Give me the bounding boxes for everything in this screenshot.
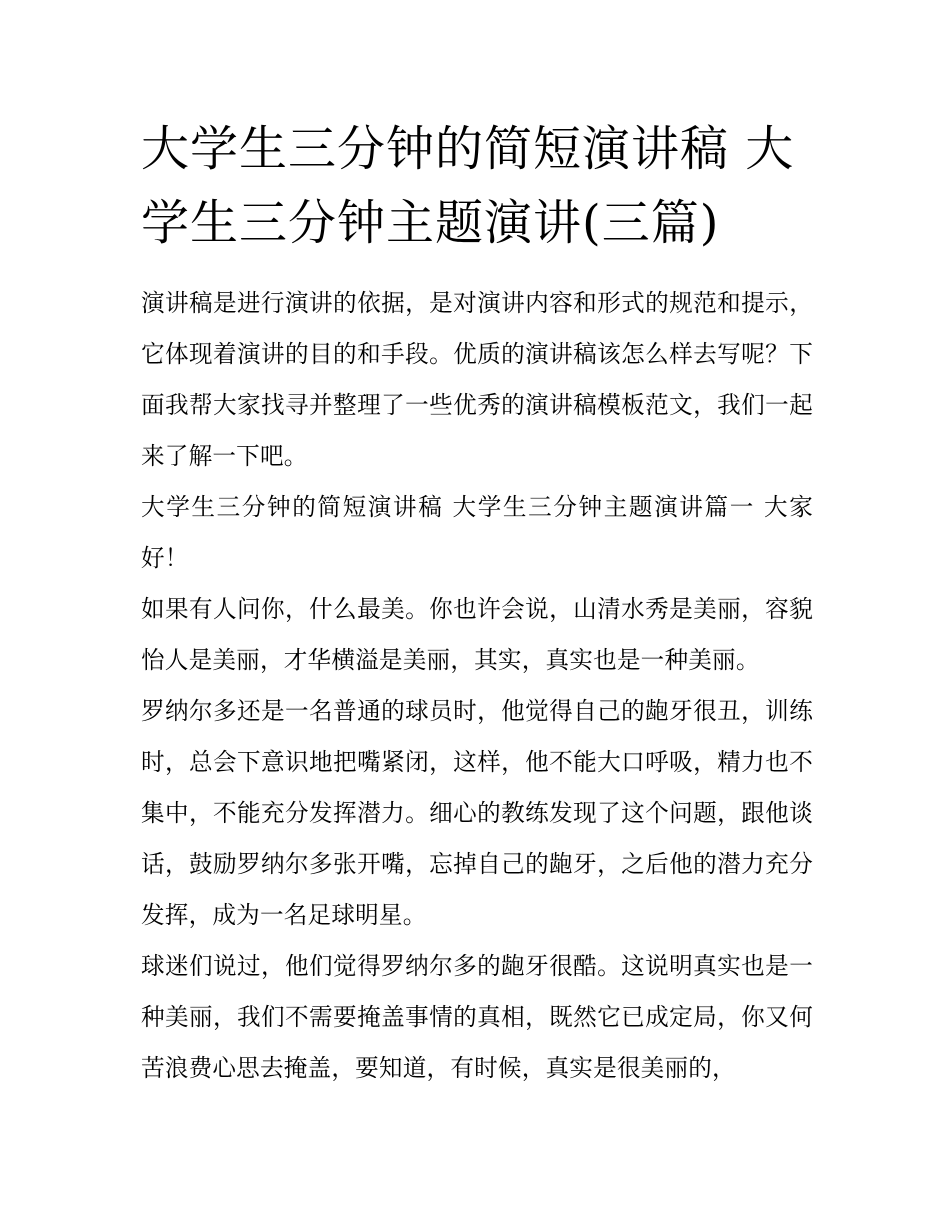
body-paragraph: 如果有人问你，什么最美。你也许会说，山清水秀是美丽，容貌怡人是美丽，才华横溢是美丽，其实，真实也是一种美丽。 [141, 595, 813, 674]
intro-paragraph: 演讲稿是进行演讲的依据，是对演讲内容和形式的规范和提示，它体现着演讲的目的和手段。优质的演讲稿该怎么样去写呢？下面我帮大家找寻并整理了一些优秀的演讲稿模板范文，我们一起来了解一下吧。 [141, 289, 813, 470]
document-title: 大学生三分钟的简短演讲稿 大学生三分钟主题演讲(三篇) [141, 121, 795, 251]
body-paragraph: 球迷们说过，他们觉得罗纳尔多的龅牙很酷。这说明真实也是一种美丽，我们不需要掩盖事情的真相，既然它已成定局，你又何苦浪费心思去掩盖，要知道，有时候，真实是很美丽的， [141, 952, 813, 1082]
body-paragraph: 罗纳尔多还是一名普通的球员时，他觉得自己的龅牙很丑，训练时，总会下意识地把嘴紧闭，这样，他不能大口呼吸，精力也不集中，不能充分发挥潜力。细心的教练发现了这个问题，跟他谈话，鼓励罗纳尔多张开嘴，忘掉自己的龅牙，之后他的潜力充分发挥，成为一名足球明星。 [141, 697, 813, 929]
document-body [141, 278, 813, 1094]
section-heading-paragraph: 大学生三分钟的简短演讲稿 大学生三分钟主题演讲篇一 大家好！ [141, 493, 813, 572]
document-content [141, 112, 813, 1094]
